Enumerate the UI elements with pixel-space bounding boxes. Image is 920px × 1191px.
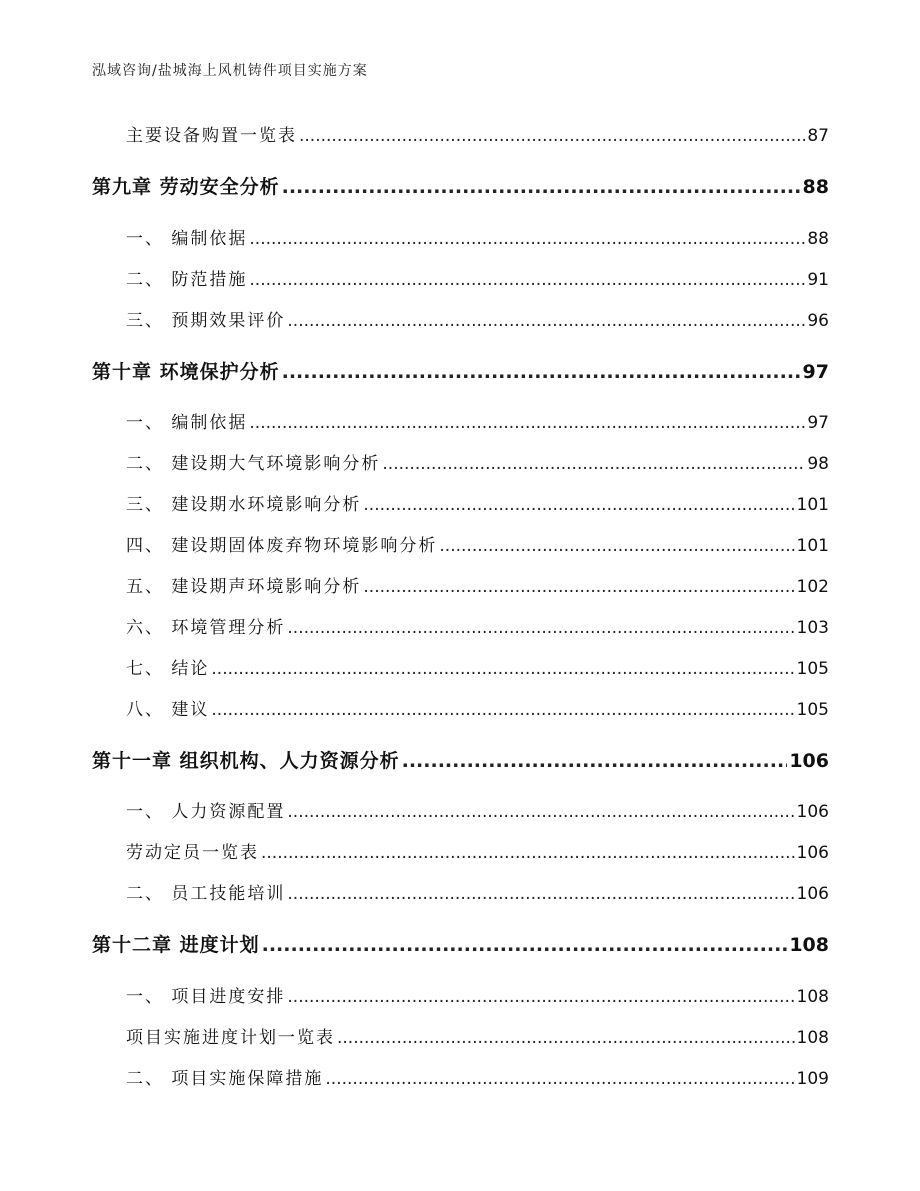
toc-chapter-entry[interactable] [92,357,829,384]
dot-leader [262,934,788,956]
toc-section-entry[interactable] [126,1023,829,1048]
toc-entry-page-number: 106 [796,843,829,863]
toc-entry-page-number: 88 [802,176,829,198]
toc-section-entry[interactable] [126,121,829,146]
dot-leader [287,884,794,904]
toc-entry-label: 第十章 环境保护分析 [92,361,280,383]
toc-entry-label: 项目实施进度计划一览表 [126,1028,335,1048]
toc-chapter-entry[interactable] [92,930,829,957]
toc-section-entry[interactable] [126,306,829,331]
toc-entry-label: 二、 建设期大气环境影响分析 [126,454,381,474]
toc-section-entry[interactable] [126,1064,829,1089]
dot-leader [249,229,805,249]
dot-leader [249,270,805,290]
toc-section-entry[interactable] [126,408,829,433]
toc-entry-page-number: 97 [807,413,829,433]
toc-entry-label: 主要设备购置一览表 [126,126,297,146]
toc-entry-page-number: 88 [807,229,829,249]
toc-entry-label: 第十二章 进度计划 [92,934,260,956]
toc-section-entry[interactable] [126,879,829,904]
toc-entry-page-number: 96 [807,311,829,331]
toc-chapter-entry[interactable] [92,172,829,199]
toc-entry-label: 四、 建设期固体废弃物环境影响分析 [126,536,438,556]
toc-entry-page-number: 102 [796,577,829,597]
toc-entry-page-number: 108 [789,934,829,956]
toc-entry-page-number: 109 [796,1069,829,1089]
toc-entry-label: 二、 项目实施保障措施 [126,1069,324,1089]
toc-entry-page-number: 108 [796,987,829,1007]
toc-entry-label: 六、 环境管理分析 [126,618,286,638]
toc-entry-page-number: 101 [796,495,829,515]
dot-leader [287,618,794,638]
toc-entry-label: 三、 建设期水环境影响分析 [126,495,362,515]
dot-leader [439,536,794,556]
toc-section-entry[interactable] [126,838,829,863]
dot-leader [287,311,805,331]
toc-entry-page-number: 103 [796,618,829,638]
toc-section-entry[interactable] [126,982,829,1007]
dot-leader [337,1028,795,1048]
toc-entry-label: 第十一章 组织机构、人力资源分析 [92,750,400,772]
toc-section-entry[interactable] [126,265,829,290]
dot-leader [287,802,794,822]
dot-leader [363,495,794,515]
toc-section-entry[interactable] [126,224,829,249]
dot-leader [282,176,801,198]
running-header: 泓域咨询/盐城海上风机铸件项目实施方案 [92,63,368,79]
dot-leader [249,413,805,433]
dot-leader [282,361,801,383]
dot-leader [402,750,788,772]
toc-entry-label: 二、 防范措施 [126,270,248,290]
toc-entry-label: 一、 项目进度安排 [126,987,286,1007]
toc-entry-page-number: 106 [796,802,829,822]
toc-entry-page-number: 106 [789,750,829,772]
toc-section-entry[interactable] [126,613,829,638]
toc-section-entry[interactable] [126,490,829,515]
toc-entry-label: 八、 建议 [126,700,210,720]
toc-entry-page-number: 101 [796,536,829,556]
toc-entry-label: 一、 人力资源配置 [126,802,286,822]
toc-entry-label: 第九章 劳动安全分析 [92,176,280,198]
dot-leader [325,1069,794,1089]
toc-entry-label: 二、 员工技能培训 [126,884,286,904]
dot-leader [363,577,794,597]
toc-entry-page-number: 108 [796,1028,829,1048]
toc-entry-page-number: 105 [796,700,829,720]
toc-entry-page-number: 105 [796,659,829,679]
toc-entry-label: 一、 编制依据 [126,413,248,433]
toc-entry-page-number: 97 [802,361,829,383]
toc-entry-label: 三、 预期效果评价 [126,311,286,331]
toc-entry-page-number: 98 [807,454,829,474]
toc-section-entry[interactable] [126,449,829,474]
toc-chapter-entry[interactable] [92,746,829,773]
toc-section-entry[interactable] [126,695,829,720]
toc-section-entry[interactable] [126,531,829,556]
dot-leader [211,659,794,679]
toc-entry-page-number: 91 [807,270,829,290]
dot-leader [287,987,794,1007]
toc-section-entry[interactable] [126,572,829,597]
toc-section-entry[interactable] [126,797,829,822]
toc-entry-label: 七、 结论 [126,659,210,679]
toc-entry-label: 一、 编制依据 [126,229,248,249]
toc-entry-page-number: 106 [796,884,829,904]
dot-leader [261,843,795,863]
dot-leader [382,454,805,474]
toc-entry-page-number: 87 [807,126,829,146]
toc-section-entry[interactable] [126,654,829,679]
toc-entry-label: 五、 建设期声环境影响分析 [126,577,362,597]
toc-entry-label: 劳动定员一览表 [126,843,259,863]
dot-leader [299,126,805,146]
dot-leader [211,700,794,720]
